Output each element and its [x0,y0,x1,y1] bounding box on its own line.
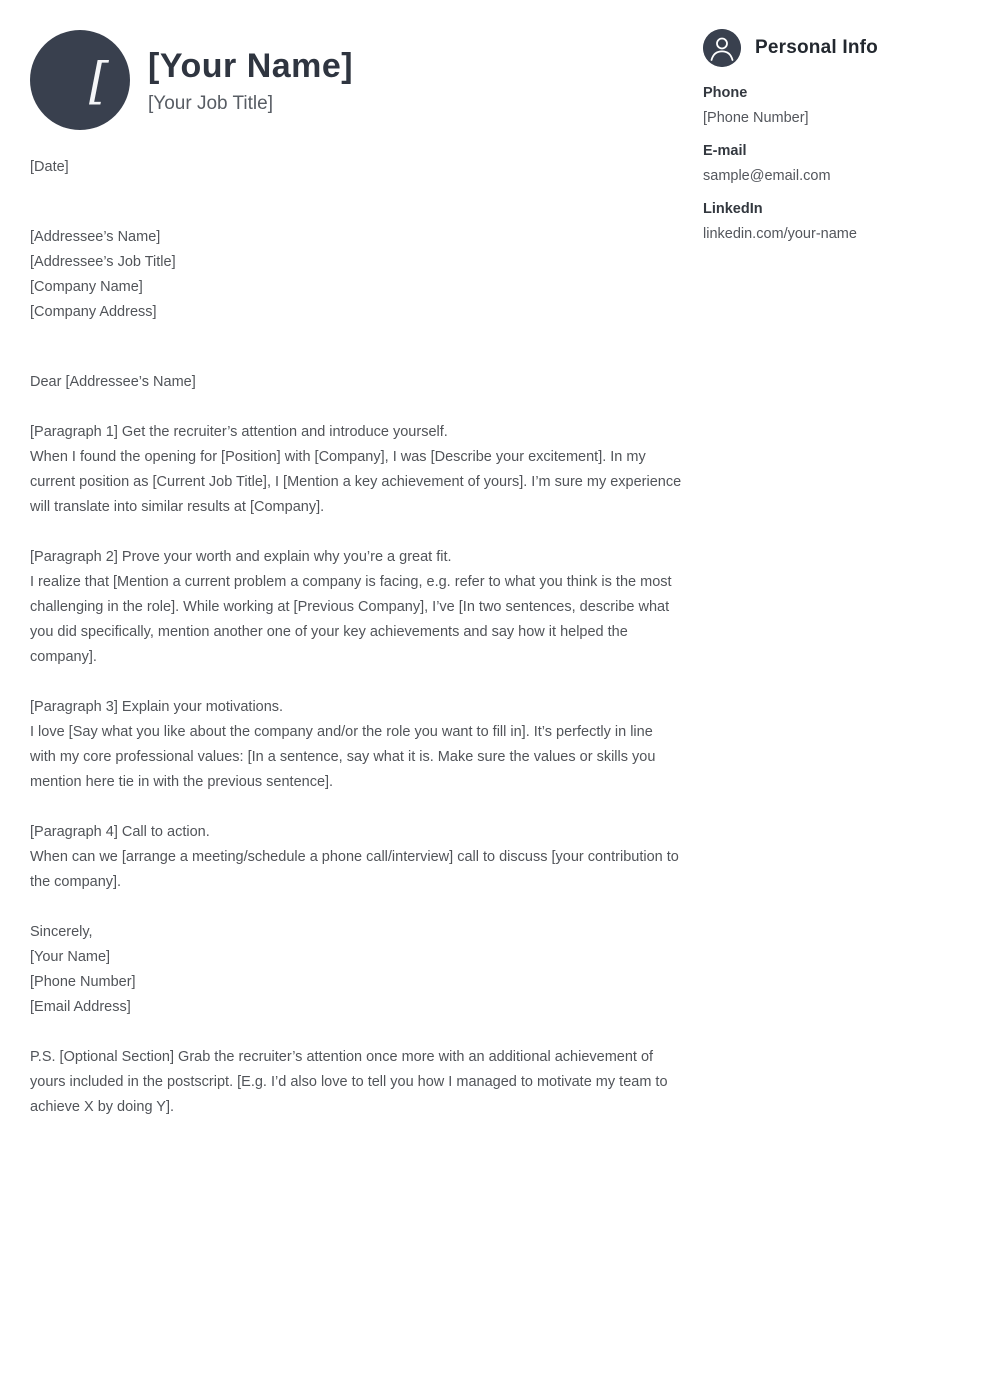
closing-sincerely: Sincerely, [30,924,93,940]
salutation: Dear [Addressee’s Name] [30,374,196,390]
name-heading: [Your Name] [148,46,354,85]
paragraph-1-body: When I found the opening for [Position] with [Company], I was [Describe your excitement]. In my current position as [Current Job Title], I [Mention a key achievement of yours]. I’m sure my experience will translate into similar results at [Company]. [30,449,682,515]
closing-block [30,920,682,1020]
linkedin-label: LinkedIn [703,201,763,217]
paragraph-4 [30,820,682,895]
linkedin-item [703,197,961,247]
email-label: E-mail [703,143,747,159]
job-title: [Your Job Title] [148,92,273,114]
avatar-initial-glyph: [ [89,52,109,110]
paragraph-3 [30,695,682,795]
addressee-job-title: [Addressee’s Job Title] [30,254,176,270]
paragraph-1 [30,420,682,520]
letter-header [30,30,353,130]
phone-value: [Phone Number] [703,110,809,126]
personal-info-sidebar [703,29,961,255]
linkedin-value: linkedin.com/your-name [703,226,857,242]
postscript: P.S. [Optional Section] Grab the recruiter’s attention once more with an additional achievement of yours included in the postscript. [E.g. I’d also love to tell you how I managed to motivate my team to achieve X by doing Y]. [30,1049,668,1115]
personal-info-header [703,29,961,67]
date-line: [Date] [30,159,69,175]
paragraph-2-heading: [Paragraph 2] Prove your worth and explain why you’re a great fit. [30,549,452,565]
addressee-block [30,225,682,325]
personal-info-title: Personal Info [755,37,878,58]
closing-phone: [Phone Number] [30,974,136,990]
avatar [30,30,130,130]
paragraph-3-heading: [Paragraph 3] Explain your motivations. [30,699,284,715]
addressee-name: [Addressee’s Name] [30,229,161,245]
person-icon [703,29,741,67]
paragraph-2-body: I realize that [Mention a current problem a company is facing, e.g. refer to what you think is the most challenging in the role]. While working at [Previous Company], I’ve [In two sentences, describe what you did specifically, mention another one of your key achievements and say how it helped the company]. [30,574,672,665]
email-item [703,139,961,189]
phone-item [703,81,961,131]
paragraph-2 [30,545,682,670]
company-name: [Company Name] [30,279,143,295]
company-address: [Company Address] [30,304,157,320]
phone-label: Phone [703,85,748,101]
email-value: sample@email.com [703,168,831,184]
paragraph-1-heading: [Paragraph 1] Get the recruiter’s attention and introduce yourself. [30,424,448,440]
closing-email: [Email Address] [30,999,131,1015]
paragraph-3-body: I love [Say what you like about the company and/or the role you want to fill in]. It’s perfectly in line with my core professional values: [In a sentence, say what it is. Make sure the values or skills you mention here tie in with the previous sentence]. [30,724,656,790]
paragraph-4-body: When can we [arrange a meeting/schedule a phone call/interview] call to discuss [your contribution to the company]. [30,849,679,890]
closing-name: [Your Name] [30,949,111,965]
letter-body [30,155,682,1120]
paragraph-4-heading: [Paragraph 4] Call to action. [30,824,210,840]
identity-block [148,45,353,116]
